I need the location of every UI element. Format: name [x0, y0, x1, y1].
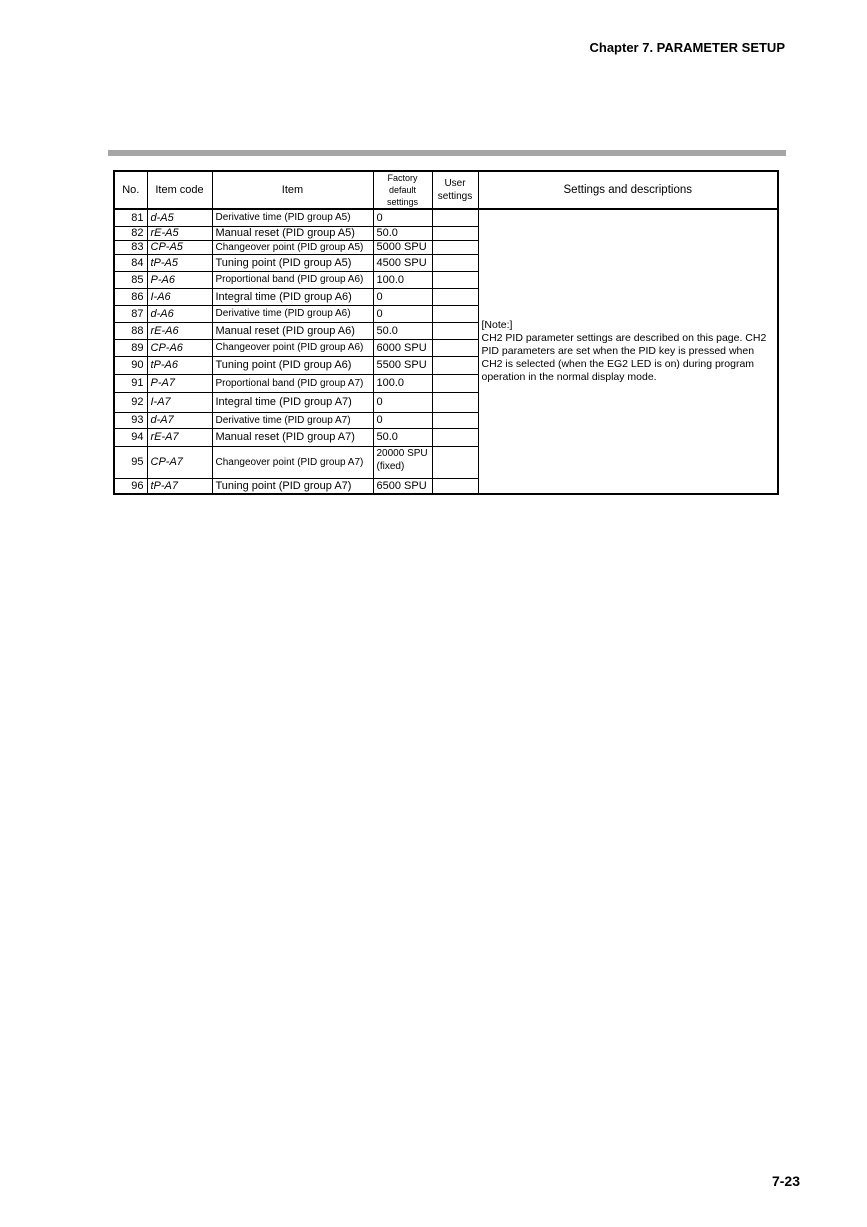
item-code: P-A7 — [147, 374, 212, 392]
header-rule — [108, 150, 786, 156]
factory-default-value: 4500 SPU — [373, 254, 432, 271]
factory-default-value — [373, 446, 432, 478]
user-settings-cell — [432, 412, 478, 428]
item-code: I-A6 — [147, 288, 212, 305]
item-name: Derivative time (PID group A5) — [212, 209, 373, 226]
row-number: 93 — [114, 412, 147, 428]
user-settings-cell — [432, 339, 478, 356]
item-code: d-A7 — [147, 412, 212, 428]
item-code: CP-A6 — [147, 339, 212, 356]
factory-default-value: 50.0 — [373, 428, 432, 446]
item-name: Changeover point (PID group A6) — [212, 339, 373, 356]
user-settings-cell — [432, 254, 478, 271]
item-name: Derivative time (PID group A6) — [212, 305, 373, 322]
factory-default-value: 0 — [373, 209, 432, 226]
table-row — [114, 209, 778, 226]
item-name: Derivative time (PID group A7) — [212, 412, 373, 428]
table-header-row — [114, 171, 778, 209]
user-settings-cell — [432, 240, 478, 254]
item-code: tP-A6 — [147, 356, 212, 374]
item-code: CP-A5 — [147, 240, 212, 254]
factory-default-value: 0 — [373, 305, 432, 322]
item-name: Manual reset (PID group A5) — [212, 226, 373, 240]
row-number: 84 — [114, 254, 147, 271]
row-number: 86 — [114, 288, 147, 305]
chapter-title: Chapter 7. PARAMETER SETUP — [589, 40, 785, 55]
header-no: No. — [114, 171, 147, 209]
item-name: Changeover point (PID group A7) — [212, 446, 373, 478]
header-item-code: Item code — [147, 171, 212, 209]
user-settings-cell — [432, 322, 478, 339]
item-name: Integral time (PID group A6) — [212, 288, 373, 305]
factory-default-value: 100.0 — [373, 271, 432, 288]
item-code: rE-A6 — [147, 322, 212, 339]
factory-default-value: 50.0 — [373, 226, 432, 240]
user-settings-cell — [432, 478, 478, 494]
header-settings-descriptions: Settings and descriptions — [478, 171, 778, 209]
row-number: 95 — [114, 446, 147, 478]
user-settings-cell — [432, 392, 478, 412]
item-code: rE-A7 — [147, 428, 212, 446]
row-number: 82 — [114, 226, 147, 240]
item-code: CP-A7 — [147, 446, 212, 478]
row-number: 90 — [114, 356, 147, 374]
row-number: 83 — [114, 240, 147, 254]
row-number: 87 — [114, 305, 147, 322]
row-number: 85 — [114, 271, 147, 288]
item-name: Manual reset (PID group A7) — [212, 428, 373, 446]
item-name: Tuning point (PID group A7) — [212, 478, 373, 494]
item-name: Manual reset (PID group A6) — [212, 322, 373, 339]
item-code: rE-A5 — [147, 226, 212, 240]
factory-default-value: 6500 SPU — [373, 478, 432, 494]
item-name: Proportional band (PID group A7) — [212, 374, 373, 392]
row-number: 96 — [114, 478, 147, 494]
user-settings-cell — [432, 446, 478, 478]
user-settings-cell — [432, 226, 478, 240]
factory-default-value: 0 — [373, 288, 432, 305]
parameter-table — [113, 170, 779, 495]
item-code: tP-A7 — [147, 478, 212, 494]
page-number: 7-23 — [771, 1173, 800, 1189]
note-label: [Note:] — [481, 319, 513, 331]
item-name: Integral time (PID group A7) — [212, 392, 373, 412]
settings-description — [478, 209, 778, 494]
user-settings-cell — [432, 428, 478, 446]
item-name: Tuning point (PID group A6) — [212, 356, 373, 374]
user-settings-cell — [432, 271, 478, 288]
item-name: Tuning point (PID group A5) — [212, 254, 373, 271]
item-code: d-A6 — [147, 305, 212, 322]
factory-default-value: 0 — [373, 392, 432, 412]
header-user-settings: User settings — [432, 171, 478, 209]
item-code: I-A7 — [147, 392, 212, 412]
user-settings-cell — [432, 288, 478, 305]
table-body — [114, 209, 778, 494]
factory-default-value: 6000 SPU — [373, 339, 432, 356]
item-code: tP-A5 — [147, 254, 212, 271]
row-number: 94 — [114, 428, 147, 446]
note-text: CH2 PID parameter settings are described on this page. CH2 PID parameters are set when the PID key is pressed when CH2 is selected (when the EG2 LED is on) during program operation in the normal display mode. — [481, 332, 767, 383]
row-number: 89 — [114, 339, 147, 356]
header-item: Item — [212, 171, 373, 209]
item-code: d-A5 — [147, 209, 212, 226]
row-number: 92 — [114, 392, 147, 412]
user-settings-cell — [432, 209, 478, 226]
factory-default-value: 100.0 — [373, 374, 432, 392]
factory-default-value: 0 — [373, 412, 432, 428]
factory-default-value: 50.0 — [373, 322, 432, 339]
row-number: 88 — [114, 322, 147, 339]
row-number: 91 — [114, 374, 147, 392]
user-settings-cell — [432, 356, 478, 374]
header-factory-default: Factory default settings — [373, 171, 432, 209]
item-name: Proportional band (PID group A6) — [212, 271, 373, 288]
factory-default-value: 5500 SPU — [373, 356, 432, 374]
user-settings-cell — [432, 374, 478, 392]
factory-default-note: (fixed) — [376, 460, 405, 472]
item-name: Changeover point (PID group A5) — [212, 240, 373, 254]
item-code: P-A6 — [147, 271, 212, 288]
factory-default-value: 5000 SPU — [373, 240, 432, 254]
factory-default-value-text: 20000 SPU — [376, 447, 428, 459]
row-number: 81 — [114, 209, 147, 226]
user-settings-cell — [432, 305, 478, 322]
